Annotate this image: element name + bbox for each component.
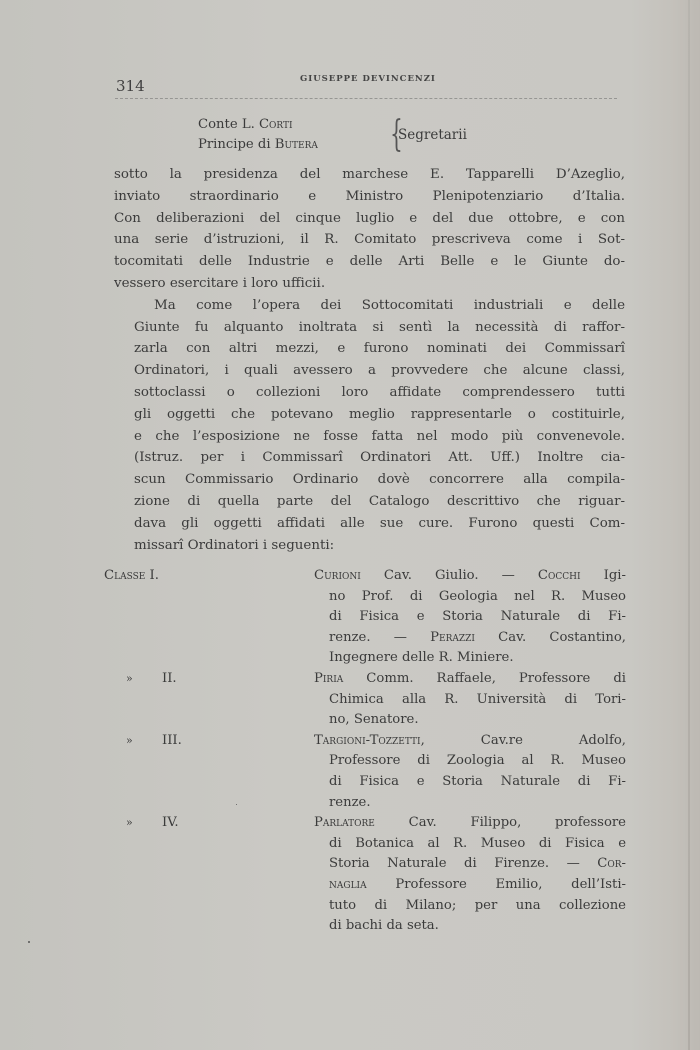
class-word: Classe <box>104 568 146 583</box>
class-commissioners <box>314 669 626 731</box>
text-segment: Storia Naturale di Firenze. — <box>329 856 598 872</box>
print-speck <box>236 804 237 805</box>
secretary-title: Principe di <box>198 137 275 152</box>
class-numeral: II. <box>162 670 177 686</box>
print-speck <box>28 941 30 943</box>
text-line: Ordinatori, i quali avessero a provvedere che alcune classi, <box>134 363 625 379</box>
text-line <box>329 751 626 772</box>
class-commissioners <box>314 566 626 669</box>
text-segment: no, Senatore. <box>329 712 419 728</box>
secretary-name <box>198 135 318 155</box>
ditto-mark: » <box>126 733 133 747</box>
secretary-name <box>198 115 318 135</box>
text-line: vessero esercitare i loro ufficii. <box>114 275 326 291</box>
class-commissioners <box>314 813 626 937</box>
class-entry <box>104 566 626 669</box>
secretary-title: Conte L. <box>198 117 259 132</box>
class-label <box>104 566 159 587</box>
class-entry <box>104 731 626 813</box>
text-line <box>329 710 626 731</box>
person-surname: naglia <box>329 876 367 892</box>
person-surname: Curioni <box>314 568 361 583</box>
text-line: dava gli oggetti affidati alle sue cure. Furono questi Com- <box>134 515 625 531</box>
person-surname: Cocchi <box>537 568 581 583</box>
secretary-surname: Butera <box>274 137 318 152</box>
text-line: Giunte fu alquanto inoltrata si sentì la necessità di raffor- <box>134 319 625 335</box>
text-line: una serie d’istruzioni, il R. Comitato prescriveva come i Sot- <box>114 232 625 248</box>
class-numeral: IV. <box>162 815 179 831</box>
text-line <box>329 916 626 937</box>
body-text <box>114 164 625 556</box>
text-segment: Ingegnere delle R. Miniere. <box>329 650 514 666</box>
secretaries-names <box>198 115 318 155</box>
text-segment: Igi- <box>580 568 626 583</box>
secretaries-role: Segretarii <box>398 127 467 143</box>
class-label <box>104 731 182 752</box>
text-line <box>329 648 626 669</box>
text-line <box>329 628 626 649</box>
person-surname: Perazzi <box>430 629 475 645</box>
text-segment: di Fisica e Storia Naturale di Fi- <box>329 609 626 625</box>
ditto-mark: » <box>126 671 133 685</box>
text-line <box>329 875 626 896</box>
text-line: Con deliberazioni del cinque luglio e del due ottobre, e con <box>114 210 625 226</box>
text-segment: di Botanica al R. Museo di Fisica e <box>329 835 626 851</box>
page-number: 314 <box>116 77 145 95</box>
class-numeral: I. <box>149 568 159 583</box>
text-line: Ma come l’opera dei Sottocomitati industriali e delle <box>154 297 625 313</box>
text-line: missarî Ordinatori i seguenti: <box>134 537 335 553</box>
text-line: gli oggetti che potevano meglio rappresentarle o costituirle, <box>134 406 625 422</box>
text-line: scun Commissario Ordinario dovè concorrere alla compila- <box>134 472 625 488</box>
text-segment: Cav. Filippo, professore <box>374 815 626 831</box>
text-segment: Professore di Zoologia al R. Museo <box>329 753 626 769</box>
class-numeral: III. <box>162 732 182 748</box>
text-line <box>329 772 626 793</box>
person-surname: Targioni-Tozzetti <box>314 732 421 748</box>
class-label <box>104 669 177 690</box>
class-commissioners <box>314 731 626 813</box>
text-line <box>314 731 626 752</box>
text-segment: Professore Emilio, dell’Isti- <box>366 876 626 892</box>
text-line: sotto la presidenza del marchese E. Tapparelli D’Azeglio, <box>114 167 625 182</box>
person-surname: Parlatore <box>314 815 375 831</box>
text-segment: tuto di Milano; per una collezione <box>329 897 626 913</box>
text-line: sottoclassi o collezioni loro affidate comprendessero tutti <box>134 384 625 400</box>
text-line: tocomitati delle Industrie e delle Arti Belle e le Giunte do- <box>114 254 625 270</box>
text-line <box>314 669 626 690</box>
running-head: GIUSEPPE DEVINCENZI <box>300 74 436 84</box>
person-surname: Piria <box>314 670 344 686</box>
class-label <box>104 813 179 834</box>
text-line <box>329 607 626 628</box>
paragraph <box>114 295 625 557</box>
text-line: e che l’esposizione ne fosse fatta nel modo più convenevole. <box>134 428 625 444</box>
text-line <box>329 690 626 711</box>
text-line: inviato straordinario e Ministro Plenipotenziario d’Italia. <box>114 188 625 204</box>
text-line <box>329 587 626 608</box>
page-edge <box>688 0 690 1050</box>
text-line: zarla con altri mezzi, e furono nominati dei Commissarî <box>134 341 625 357</box>
text-segment: Cav. Costantino, <box>474 629 626 645</box>
paragraph <box>114 164 625 295</box>
text-segment: di bachi da seta. <box>329 918 439 934</box>
class-list <box>104 566 626 937</box>
header-rule <box>115 98 617 99</box>
text-line <box>329 854 626 875</box>
text-segment: di Fisica e Storia Naturale di Fi- <box>329 773 626 789</box>
text-segment: Comm. Raffaele, Professore di <box>343 670 626 686</box>
text-line: (Istruz. per i Commissarî Ordinatori Att. Uff.) Inoltre cia- <box>134 450 625 466</box>
class-entry <box>104 813 626 937</box>
text-segment: Chimica alla R. Università di Tori- <box>329 691 626 707</box>
text-line <box>329 896 626 917</box>
text-segment: , Cav.re Adolfo, <box>420 732 626 748</box>
text-segment: no Prof. di Geologia nel R. Museo <box>329 588 626 604</box>
text-line <box>314 813 626 834</box>
ditto-mark: » <box>126 816 133 830</box>
text-line: zione di quella parte del Catalogo descrittivo che riguar- <box>134 493 625 509</box>
secretary-surname: Corti <box>258 117 293 132</box>
class-entry <box>104 669 626 731</box>
text-segment: Cav. Giulio. — <box>360 568 538 583</box>
secretaries-block <box>198 115 538 157</box>
person-surname: Cor- <box>597 856 626 872</box>
page-header <box>115 72 625 102</box>
text-line <box>329 793 626 814</box>
text-segment: renze. — <box>329 629 431 645</box>
brace-symbol: { <box>390 114 403 155</box>
text-line <box>314 566 626 587</box>
text-line <box>329 834 626 855</box>
text-segment: renze. <box>329 794 371 810</box>
